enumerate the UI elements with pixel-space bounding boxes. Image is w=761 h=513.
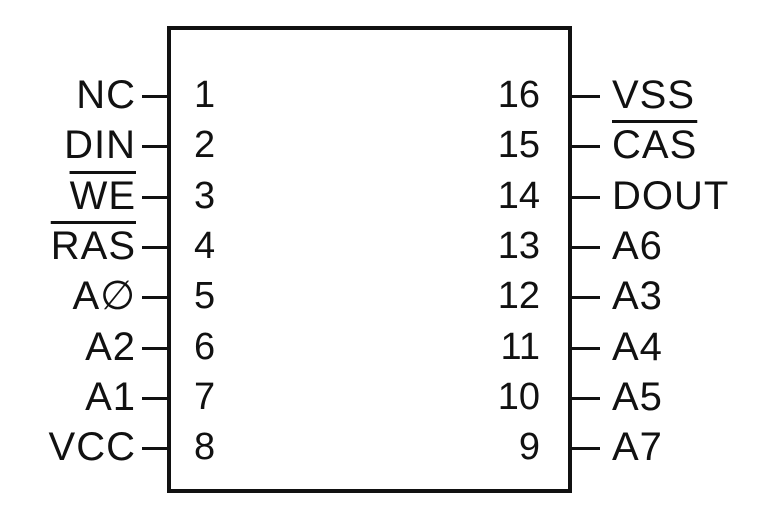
pin-lead-line xyxy=(572,246,600,249)
pin-signal-name: A4 xyxy=(612,324,663,369)
pin-lead-line xyxy=(142,95,170,98)
pin-signal-name: NC xyxy=(76,73,136,117)
pin-lead-line xyxy=(572,447,600,450)
pin-number: 2 xyxy=(194,124,216,167)
pin-number: 8 xyxy=(194,426,216,469)
pin-signal-name: VSS xyxy=(612,73,696,117)
pin-number: 3 xyxy=(194,174,216,217)
pin-row xyxy=(440,223,761,269)
pin-row xyxy=(440,374,761,420)
pin-number: 12 xyxy=(497,275,540,318)
pin-row xyxy=(440,324,761,370)
pin-number: 13 xyxy=(497,224,540,267)
pin-row xyxy=(0,173,260,219)
pin-signal-name: DIN xyxy=(64,123,136,168)
pin-number: 6 xyxy=(194,325,216,368)
pin-row xyxy=(0,424,260,470)
pin-row xyxy=(440,72,761,118)
pin-signal-name: A1 xyxy=(85,374,136,419)
pin-lead-line xyxy=(142,246,170,249)
pin-lead-line xyxy=(142,296,170,299)
pin-lead-line xyxy=(142,397,170,400)
pin-lead-line xyxy=(572,397,600,400)
pin-row xyxy=(440,122,761,168)
pin-row xyxy=(0,122,260,168)
pin-number: 11 xyxy=(500,325,540,368)
pin-number: 10 xyxy=(497,375,540,418)
pin-lead-line xyxy=(142,145,170,148)
pin-signal-name: A2 xyxy=(85,324,136,369)
pin-signal-name: $\overline{WE}$ xyxy=(69,173,136,218)
pin-number: 7 xyxy=(194,375,216,418)
pin-number: 14 xyxy=(497,174,540,217)
pin-row xyxy=(440,273,761,319)
pin-lead-line xyxy=(572,296,600,299)
pin-signal-name: VCC xyxy=(48,425,136,470)
pin-row xyxy=(440,173,761,219)
pin-signal-name: $\overline{RAS}$ xyxy=(50,223,136,268)
pin-lead-line xyxy=(572,347,600,350)
pin-signal-name: A5 xyxy=(612,374,663,419)
pin-signal-name: A6 xyxy=(612,223,663,268)
pin-signal-name: DOUT xyxy=(612,173,730,218)
pin-number: 9 xyxy=(518,426,540,469)
pin-row xyxy=(0,324,260,370)
pin-row xyxy=(0,223,260,269)
pin-row xyxy=(0,72,260,118)
pin-number: 5 xyxy=(194,275,216,318)
pin-number: 16 xyxy=(497,74,540,116)
pin-number: 15 xyxy=(497,124,540,167)
pin-row xyxy=(0,374,260,420)
pin-lead-line xyxy=(142,447,170,450)
pin-signal-name: A3 xyxy=(612,274,663,319)
pin-signal-name: A7 xyxy=(612,425,663,470)
pin-number: 4 xyxy=(194,224,216,267)
pin-row xyxy=(0,273,260,319)
pin-lead-line xyxy=(572,196,600,199)
pin-lead-line xyxy=(572,145,600,148)
pin-lead-line xyxy=(142,196,170,199)
pin-lead-line xyxy=(572,95,600,98)
pin-row xyxy=(440,424,761,470)
pin-signal-name: A∅ xyxy=(72,274,136,319)
pin-number: 1 xyxy=(194,74,216,116)
pin-lead-line xyxy=(142,347,170,350)
pin-signal-name: $\overline{CAS}$ xyxy=(612,123,698,168)
